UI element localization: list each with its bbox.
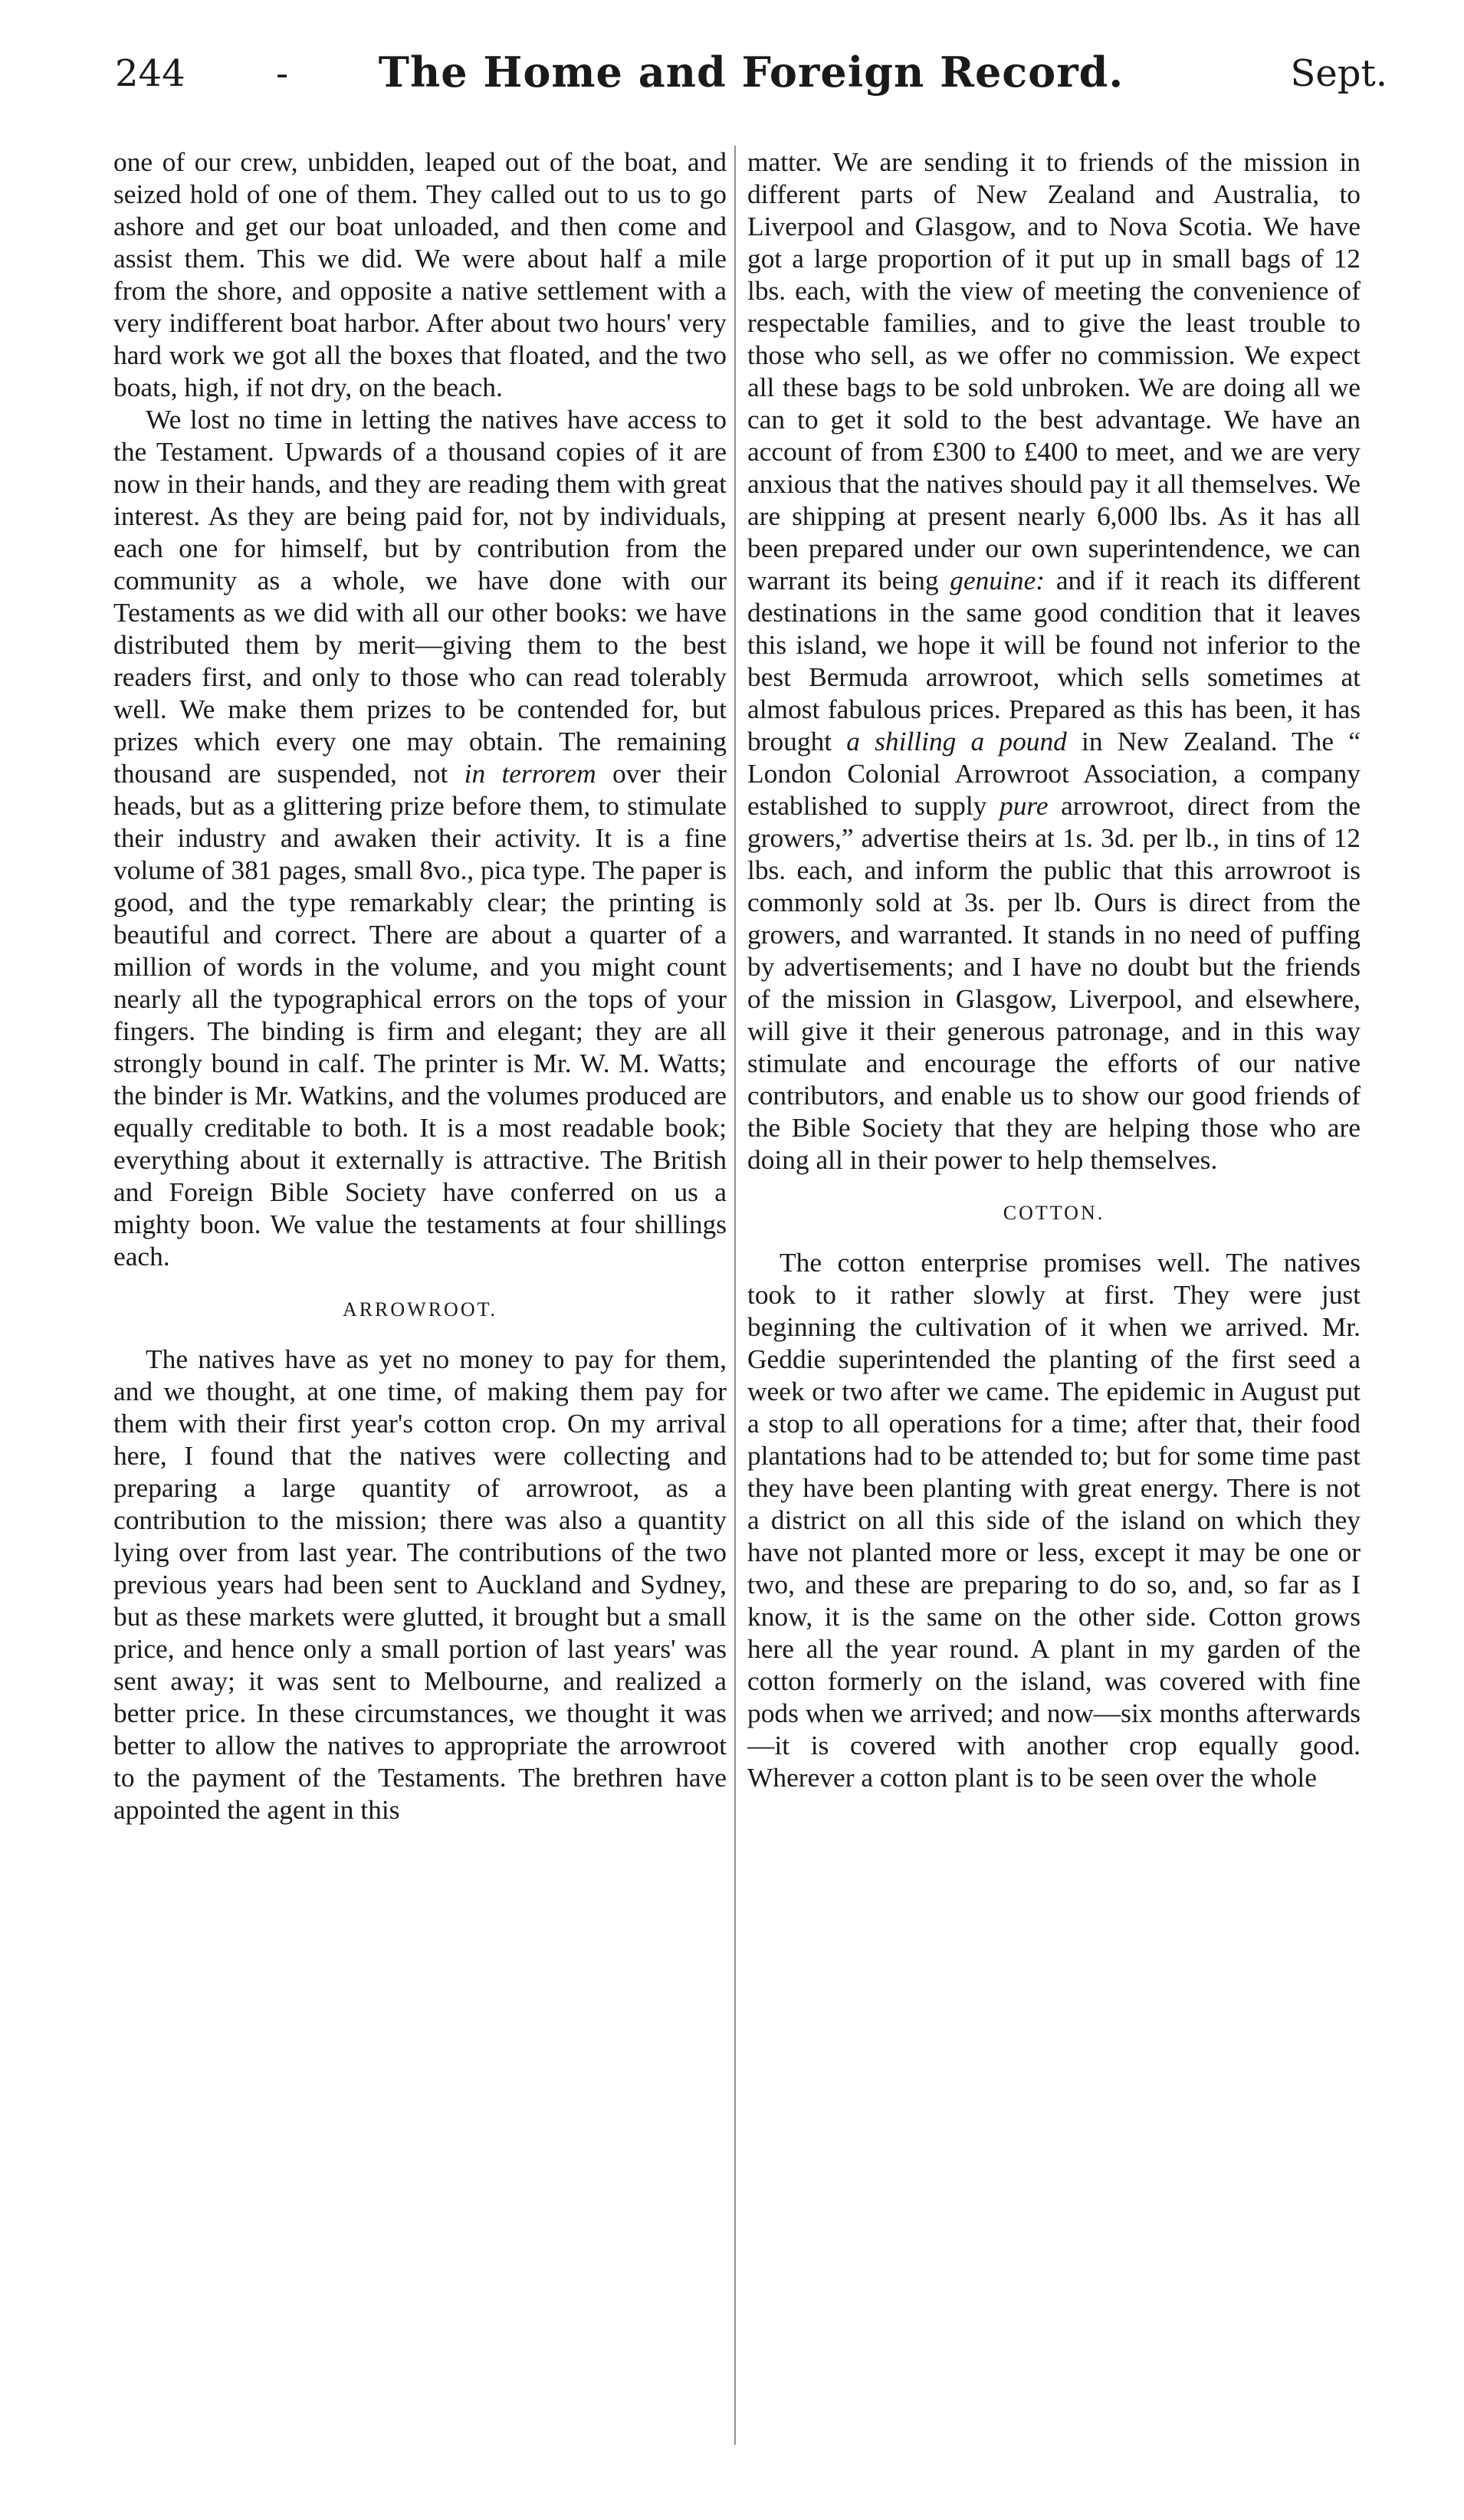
text-run: We lost no time in letting the natives have access to the Testament. Upwards of a thousand copies of it are now in their hands, and they are reading them with great interest. As they are being paid for, not by individuals, each one for himself, but by contribution from the community as a whole, we have done with our Testaments as we did with all our other books: we have distributed them by merit—giving them to the best readers first, and only to those who can read tolerably well. We make them prizes to be contended for, but prizes which every one may obtain. The remaining thousand are suspended, not [113,404,727,789]
paragraph [113,403,727,1272]
right-column [747,146,1361,2460]
page-number: 244 [115,52,185,95]
paragraph: one of our crew, unbidden, leaped out of the boat, and seized hold of one of them. They called out to us to go ashore and get our boat unloaded, and then come and assist them. This we did. We were about half a mile from the shore, and opposite a native settlement with a very indifferent boat harbor. After about two hours' very hard work we got all the boxes that floated, and the two boats, high, if not dry, on the beach. [113,146,727,402]
text-run: in New Zealand. The “ London Colonial Arrowroot Association, a company established to supply [747,726,1361,821]
paragraph [747,146,1361,1176]
italic-phrase: genuine: [950,565,1045,596]
text-run: over their heads, but as a glittering prize before them, to stimulate their industry and awaken their activity. It is a fine volume of 381 pages, small 8vo., pica type. The paper is good, and the type remarkably clear; the printing is beautiful and correct. There are about a quarter of a million of words in the volume, and you might count nearly all the typographical errors on the tops of your fingers. The binding is firm and elegant; they are all strongly bound in calf. The printer is Mr. W. M. Watts; the binder is Mr. Watkins, and the volumes produced are equally creditable to both. It is a most readable book; everything about it externally is attractive. The British and Foreign Bible Society have conferred on us a mighty boon. We value the testaments at four shillings each. [113,758,727,1271]
text-run: and if it reach its different destinations in the same good condition that it leaves this island, we hope it will be found not inferior to the best Bermuda arrowroot, which sells sometimes at almost fabulous prices. Prepared as this has been, it has brought [747,565,1361,756]
journal-title: The Home and Foreign Record. [378,48,1124,97]
section-heading-cotton: COTTON. [1003,1202,1105,1224]
text-run: matter. We are sending it to friends of the mission in different parts of New Zealand and Australia, to Liverpool and Glasgow, and to Nova Scotia. We have got a large proportion of it put up in small bags of 12 lbs. each, with the view of meeting the convenience of respectable families, and to give the least trouble to those who sell, as we offer no commission. We expect all these bags to be sold unbroken. We are doing all we can to get it sold to the best advantage. We have an account of from £300 to £400 to meet, and we are very anxious that the natives should pay it all themselves. We are shipping at present nearly 6,000 lbs. As it has all been prepared under our own superintendence, we can warrant its being [747,146,1361,596]
italic-phrase: in terrorem [464,758,596,789]
text-run: arrowroot, direct from the growers,” advertise theirs at 1s. 3d. per lb., in tins of 12 lbs. each, and inform the public that this arrowroot is commonly sold at 3s. per lb. Ours is direct from the growers, and warranted. It stands in no need of puffing by advertisements; and I have no doubt but the friends of the mission in Glasgow, Liverpool, and elsewhere, will give it their generous patronage, and in this way stimulate and encourage the efforts of our native contributors, and enable us to show our good friends of the Bible Society that they are helping those who are doing all in their power to help themselves. [747,790,1361,1175]
italic-phrase: a shilling a pound [846,726,1067,756]
page-header [115,48,1387,121]
left-column [113,146,727,2460]
column-divider [734,146,736,2445]
section-heading-arrowroot: ARROWROOT. [342,1298,498,1321]
paragraph: The natives have as yet no money to pay for them, and we thought, at one time, of making them pay for them with their first year's cotton crop. On my arrival here, I found that the natives were collecting and preparing a large quantity of arrowroot, as a contribution to the mission; there was also a quantity lying over from last year. The contributions of the two previous years had been sent to Auckland and Sydney, but as these markets were glutted, it brought but a small price, and hence only a small portion of last years' was sent away; it was sent to Melbourne, and realized a better price. In these circumstances, we thought it was better to allow the natives to appropriate the arrowroot to the payment of the Testaments. The brethren have appointed the agent in this [113,1344,727,1825]
issue-month: Sept. [1290,52,1387,95]
header-separator: - [276,52,289,95]
italic-phrase: pure [1000,790,1049,821]
paragraph: The cotton enterprise promises well. The natives took to it rather slowly at first. They were just beginning the cultivation of it when we arrived. Mr. Geddie superintended the planting of the first seed a week or two after we came. The epidemic in August put a stop to all operations for a time; after that, their food plantations had to be attended to; but for some time past they have been planting with great energy. There is not a district on all this side of the island on which they have not planted more or less, except it may be one or two, and these are preparing to do so, and, so far as I know, it is the same on the other side. Cotton grows here all the year round. A plant in my garden of the cotton formerly on the island, was covered with fine pods when we arrived; and now—six months afterwards—it is covered with another crop equally good. Wherever a cotton plant is to be seen over the whole [747,1247,1361,1793]
